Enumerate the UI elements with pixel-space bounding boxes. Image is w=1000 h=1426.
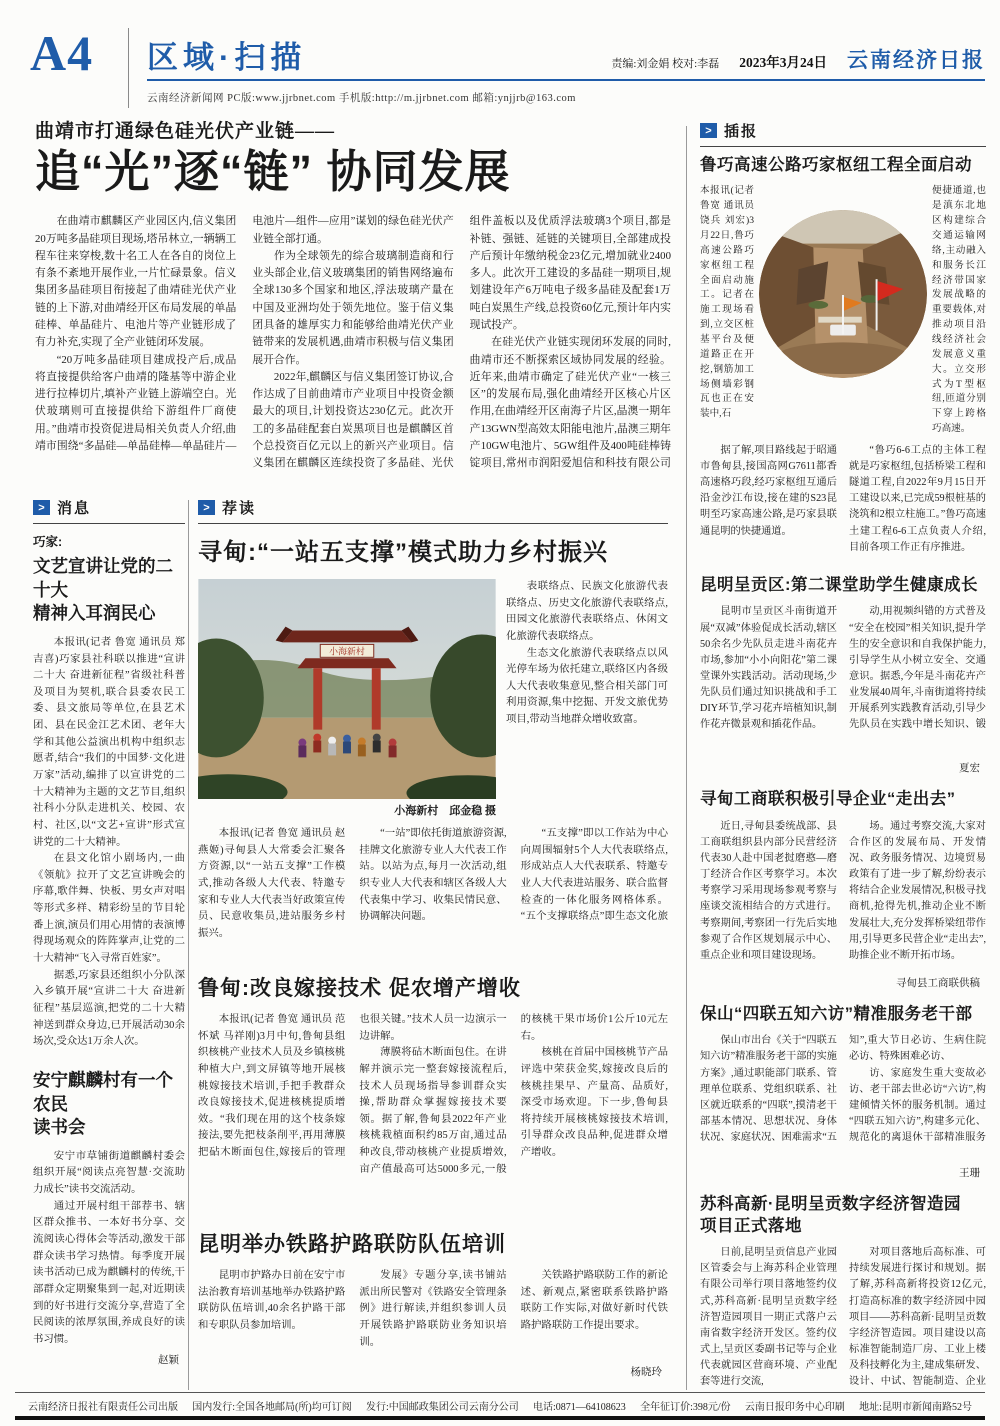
section-arrow-icon: > — [198, 500, 215, 515]
news-article1-body: 本报讯(记者 鲁宽 通讯员 郑吉喜)巧家县社科联以推进“宣讲二十大 奋进新征程”省级社科普及项目为契机,联合县委农民工委、县文旅局等单位,在县艺术团、县在民金江艺术团、老年大学和其他公益演出机构中组织志愿者,结合“我们的中国梦·文化进万家”活动,编排了以宣讲党的二十大精神为主题的文艺节目,组织社科小分队走进机关、校园、农村、社区,以“文艺+宣讲”形式宣讲党的二十大精神。 在县文化馆小剧场内,一曲《领航》拉开了文艺宣讲晚会的序幕,歌伴舞、快板、男女声对唱等形式多样、精彩纷呈的节目轮番上演,演员们用心用情的表演博得现场观众的阵阵掌声,让党的二十大精神“飞入寻常百姓家”。 据悉,巧家县还组织小分队深入乡镇开展“宣讲二十大 奋进新征程”基层巡演,把党的二十大精神送到群众身边,已开展活动30余场次,受众达1万余人次。 — [33, 636, 185, 1048]
paper-contact-line: 云南经济新闻网 PC版:www.jjrbnet.com 手机版:http://m.jjrbnet.com 邮箱:ynjjrb@163.com — [147, 93, 576, 104]
right-article1-left-text: 本报讯(记者 鲁宽 通讯员 饶兵 刘宏)3月22日,鲁巧高速公路巧家枢纽工程全面启动施工。记者在施工现场看到,立交区桩基平台及便道路正在开挖,钢筋加工场侧墙彩钢瓦也正在安装中,石 — [700, 185, 754, 420]
featured-article2-body: 本报讯(记者 鲁宽 通讯员 范怀斌 马祥刚)3月中旬,鲁甸县组织核桃产业技术人员及乡镇核桃种植大户,到文屏镇等地开展核桃嫁接技术培训,手把手教群众改良嫁接技术,促进核桃提质增效。“我们现在用的这个枝条嫁接法,要先把枝条削平,再用薄膜把砧木断面包住,嫁接后的管理也很关键。”技术人员一边演示一边讲解。 薄膜将砧木断面包住。在讲解并演示完一整套嫁接流程后,技术人员现场指导参训群众实操,帮助群众掌握嫁接技术要领。据了解,鲁甸县2022年产业核桃栽植面积约85万亩,通过品种改良,带动核桃产业提质增效,亩产值最高可达5000多元,一般的核桃干果市场价1公斤10元左右。 核桃在首届中国核桃节产品评选中荣获金奖,嫁接改良后的核桃挂果早、产量高、品质好,深受市场欢迎。下一步,鲁甸县将持续开展核桃嫁接技术培训,引导群众改良品种,促进群众增产增收。 — [198, 1014, 668, 1175]
news-column — [33, 497, 185, 1392]
featured-region — [198, 497, 668, 1392]
right-article1-photo-row — [700, 184, 986, 437]
news-article1-headline: 文艺宣讲让党的二十大 精神入耳润民心 — [33, 556, 173, 624]
photo-caption: 小海新村 邱金稳 摄 — [394, 805, 496, 817]
masthead-divider — [128, 28, 129, 108]
issue-date: 2023年3月24日 — [739, 55, 827, 70]
right-article3-byline: 寻甸县工商联供稿 — [896, 977, 980, 989]
right-article1-body: 据了解,项目路线起于昭通市鲁甸县,接国高网G7611都香高速格巧段,经巧家枢纽互通后沿金沙江布设,接在建的S23昆明至巧家高速公路,是巧家县联通昆明的快捷通道。 “鲁巧6-6工点的主体工程就是巧家枢纽,包括桥梁工程和隧道工程,自2022年9月15日开工建设以来,已完成59根桩基的浇筑和2根立柱施工。”鲁巧高速土建工程6-6工点负责人介绍,目前各项工作正有序推进。 — [700, 445, 986, 553]
right-article3-body: 近日,寻甸县委统战部、县工商联组织县内部分民营经济代表30人赴中国老挝磨憨—磨丁经济合作区考察学习。本次考察学习采用现场参观考察与座谈交流相结合的方式进行。考察期间,考察团一行先后实地参观了合作区规划展示中心、重点企业和项目建设现场。 场。通过考察交流,大家对合作区的发展布局、开发情况、政务服务情况、边境贸易政策有了进一步了解,纷纷表示将结合企业发展情况,积极寻找商机,抢得先机,推动企业不断发展壮大,充分发挥桥梁纽带作用,引导更多民营企业“走出去”,助推企业不断开拓市场。 — [700, 820, 986, 961]
featured-article1-sidetext: 表联络点、民族文化旅游代表联络点、历史文化旅游代表联络点,田园文化旅游代表联络点、休闲文化旅游代表联络点。 生态文化旅游代表联络点以风光停车场为依托建立,联络区内各级人大代表收集意见,整合相关部门可利用资源,集中挖掘、开发文旅优势项目,带动当地群众增收致富。 — [506, 581, 668, 726]
column-rule-right — [686, 126, 687, 1390]
lead-paragraphs: 在曲靖市麒麟区产业园区内,信义集团20万吨多晶硅项目现场,塔吊林立,一辆辆工程车往来穿梭,数十名工人在各自的岗位上有条不紊地开展作业,一片忙碌景象。信义集团多晶硅项目衔接起了曲靖硅光伏产业链的上下游,对曲靖经开区布局发展的单晶硅棒、单晶硅片、电池片等产业链形成了有力补充,实现了全产业链闭环发展。 “20万吨多晶硅项目建成投产后,成品将直接提供给客户曲靖的隆基等中游企业进行拉棒切片,填补产业链上游端空白。光伏玻璃则可直接提供给下游组件厂商使用。”曲靖市投资促进局相关负责人介绍,曲靖市围绕“多晶硅—单晶硅棒—单晶硅片—电池片—组件—应用”谋划的绿色硅光伏产业链全部打通。 作为全球领先的综合玻璃制造商和行业头部企业,信义玻璃集团的销售网络遍布全球130多个国家和地区,浮法玻璃产量在中国及亚洲均处于领先地位。鉴于信义集团具备的雄厚实力和能够给曲靖光伏产业链带来的发展机遇,曲靖市积极与信义集团展开合作。 2022年,麒麟区与信义集团签订协议,合作达成了目前曲靖市产业项目中投资金额最大的项目,计划投资达230亿元。此次开工的多晶硅配套白炭黑项目也是麒麟区首个总投资百亿元以上的新兴产业项目。信义集团在麒麟区连续投资了多晶硅、光伏组件盖板以及优质浮法玻璃3个项目,都是补链、强链、延链的关键项目,全部建成投产后预计年缴纳税金23亿元,增加就业2400多人。此次开工建设的多晶硅一期项目,规划建设年产6万吨电子级多晶硅及配套1万吨白炭黑生产线,总投资60亿元,预计年内实现试投产。 在硅光伏产业链实现闭环发展的同时,曲靖市还不断探索区域协同发展的经验。近年来,曲靖市确定了硅光伏产业“一核三区”的发展布局,强化曲靖经开区核心片区作用,在曲靖经开区南海子片区,晶澳一期年产13GWN型高效太阳能电池片,晶澳三期年产10GW电池片、5GW组件及400吨硅棒铸锭项目,常州市润阳爱旭信和科技有限公司 — [35, 215, 671, 470]
right-article4-headline: 保山“四联五知六访”精准服务老干部 — [700, 1004, 973, 1023]
right-article2-headline: 昆明呈贡区:第二课堂助学生健康成长 — [700, 576, 978, 595]
masthead-rule — [147, 79, 985, 81]
right-column — [700, 120, 986, 1392]
paper-name: 云南经济日报 — [847, 48, 985, 72]
right-article1-right-text: 便捷通道,也是滇东北地区构建综合交通运输网络,主动融入和服务长江经济带国家发展战略的重要载体,对推动项目沿线经济社会发展意义重大。立交形式为T型枢纽,匝道分别下穿上跨格巧高速。 — [932, 185, 986, 435]
lead-article — [35, 116, 671, 481]
right-article4-byline: 王珊 — [959, 1168, 980, 1180]
column-rule-left — [188, 500, 189, 1390]
article-location: 巧家: — [33, 535, 63, 549]
lead-kicker: 曲靖市打通绿色硅光伏产业链—— — [35, 121, 336, 142]
lead-headline: 追“光”逐“链” 协同发展 — [35, 146, 511, 197]
news-article2-headline: 安宁麒麟村有一个农民 读书会 — [33, 1069, 173, 1138]
featured-article1-headline: 寻甸:“一站五支撑”模式助力乡村振兴 — [198, 539, 608, 566]
right-article5-headline: 苏科高新·昆明呈贡数字经济智造园 项目正式落地 — [700, 1195, 961, 1235]
featured-article3-body: 昆明市护路办日前在安宁市法治教育培训基地举办铁路护路联防队伍培训,40余名护路干部和专职队员参加培训。 发展》专题分享,读书铺站派出所民警对《铁路安全管理条例》进行解读,并组织参训人员开展铁路护路联防业务知识培训。 关铁路护路联防工作的新论述、新观点,紧密联系铁路护路联防工作实际,对做好新时代铁路护路联防工作提出要求。 — [198, 1270, 668, 1348]
featured-article3-byline: 杨晓玲 — [630, 1367, 662, 1378]
news-section-tab — [33, 497, 185, 524]
right-tab-label: 插报 — [724, 123, 759, 140]
news-tab-label: 消息 — [57, 500, 92, 517]
svg-text:小海新村: 小海新村 — [329, 646, 365, 657]
right-article3-headline: 寻甸工商联积极引导企业“走出去” — [700, 790, 956, 809]
lead-body — [35, 213, 671, 481]
right-article2-body: 昆明市呈贡区斗南街道开展“双减”体验促成长活动,辖区50余名少先队员走进斗南花卉市场,参加“小小向阳花”第二课堂课外实践活动。活动现场,少先队员们通过知识挑战和手工DIY环节,学习花卉培植知识,制作花卉微景观和插花作品。 动,用视频纠错的方式普及“安全在校园”相关知识,提升学生的安全意识和自我保护能力,引导学生从小树立安全、交通意识。据悉,今年是斗南花卉产业发展40周年,斗南街道将持续开展系列实践教育活动,引导少先队员在实践中增长知识、锻 — [700, 606, 986, 731]
village-gate-photo — [198, 579, 496, 799]
right-article2-byline: 夏宏 — [959, 763, 980, 775]
construction-site-photo — [759, 210, 927, 378]
news-article2-body: 安宁市草铺街道麒麟村委会组织开展“阅读点亮智慧·交流助力成长”读书交流活动。 通过开展村组干部荐书、辖区群众推书、一本好书分享、交流阅读心得体会等活动,激发干部群众读书学习热情。每季度开展读书活动已成为麒麟村的传统,干部群众定期聚集到一起,对近期读到的好书进行交流分享,营造了全民阅读的浓厚氛围,养成良好的读书习惯。 — [33, 1150, 185, 1345]
footer-rule — [15, 1392, 985, 1393]
section-arrow-icon: > — [700, 123, 717, 138]
right-article4-body: 保山市出台《关于“四联五知六访”精准服务老干部的实施方案》,通过职能部门联系、管理单位联系、党组织联系、社区就近联系的“四联”,摸清老干部基本情况、思想状况、身体状况、家庭状况、困难需求“五知”,重大节日必访、生病住院必访、特殊困难必访、 访、家庭发生重大变故必访、老干部去世必访“六访”,构建倾情关怀的服务机制。通过“四联五知六访”,构建多元化、规范化的离退休干部精准服务 — [700, 1035, 986, 1144]
footer-info-row: 云南经济日报社有限责任公司出版 国内发行:全国各地邮局(所)均可订阅 发行:中国邮政集团公司云南分公司 电话:0871—64108623 全年征订价:398元/份 云南日报印务中心印刷 地址:昆明市新闻南路52号 — [28, 1402, 972, 1413]
masthead-meta — [611, 44, 985, 74]
right-article1-headline: 鲁巧高速公路巧家枢纽工程全面启动 — [700, 156, 972, 174]
featured-article3-headline: 昆明举办铁路护路联防队伍培训 — [198, 1233, 506, 1256]
featured-article2-headline: 鲁甸:改良嫁接技术 促农增产增收 — [198, 977, 521, 1000]
featured-section-tab — [198, 497, 668, 524]
section-arrow-icon: > — [33, 500, 50, 515]
featured-article1-body: 本报讯(记者 鲁宽 通讯员 赵燕姬)寻甸县人大常委会汇聚各方资源,以“一站五支撑”工作模式,推动各级人大代表、特邀专家和专业人大代表当好政策宣传员、民意收集员,进站服务乡村振兴。 “一站”即依托街道旅游资源,挂牌文化旅游专业人大代表工作站。以站为点,每月一次活动,组织专业人大代表和辖区各级人大代表集中学习、收集民情民意、协调解决问题。 “五支撑”即以工作站为中心向周围辐射5个人大代表联络点,形成站点人大代表联系、特邀专业人大代表进站服务、联合监督检查的一体化服务网格体系。“五个支撑联络点”即生态文化旅 — [198, 828, 668, 939]
section-title: 区域·扫描 — [147, 40, 307, 75]
page-bottom-bar — [15, 1416, 985, 1420]
editors-credit: 责编:刘金娟 校对:李磊 — [611, 58, 720, 70]
right-article5-body: 日前,昆明呈贡信息产业园区管委会与上海苏科企业管理有限公司举行项目落地签约仪式,苏科高新·昆明呈贡数字经济智造园项目一期正式落户云南省数字经济开发区。签约仪式上,呈贡区委副书记等与企业代表就园区营商环境、产业配套等进行交流, 对项目落地后高标准、可持续发展进行探讨和规划。据了解,苏科高新将投资12亿元,打造高标准的数字经济园中园项目——苏科高新·昆明呈贡数字经济智造园。项目建设以高标准智能制造厂房、工业上楼及科技孵化为主,建成集研发、设计、中试、智能制造、企业 — [700, 1247, 986, 1388]
featured-photo-row — [198, 579, 668, 799]
featured-tab-label: 荐读 — [222, 500, 257, 517]
right-section-tab — [700, 120, 986, 147]
page-number: A4 — [30, 25, 94, 81]
news-article2-byline: 赵颖 — [158, 1355, 179, 1367]
